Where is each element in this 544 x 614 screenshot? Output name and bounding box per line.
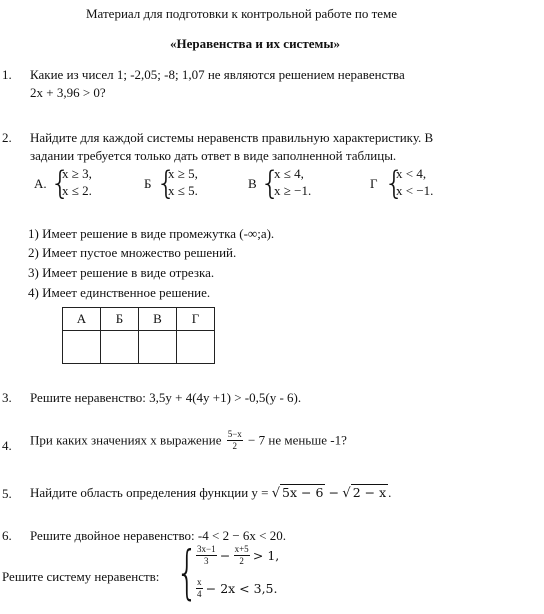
question-2-number: 2. — [2, 130, 12, 145]
answer-cell-g[interactable] — [177, 331, 215, 364]
fraction-denominator: 2 — [232, 441, 237, 451]
question-3-number: 3. — [2, 390, 12, 405]
sqrt-icon: √ — [271, 486, 281, 501]
question-5-text — [30, 484, 391, 501]
left-brace-icon: { — [384, 164, 405, 202]
fraction-numerator: x+5 — [234, 544, 249, 554]
fraction-numerator: x — [197, 577, 202, 587]
system-label: В — [248, 176, 257, 191]
fraction-denominator: 3 — [204, 556, 209, 566]
system-inequality-2 — [196, 578, 277, 599]
fraction-numerator: 5−x — [227, 429, 242, 439]
question-4-number: 4. — [2, 438, 12, 453]
option-2: 2) Имеет пустое множество решений. — [28, 245, 237, 260]
question-6-text: Решите двойное неравенство: -4 < 2 − 6x < 20. — [30, 528, 286, 543]
minus-sign: − — [219, 548, 231, 563]
system-line-2: x ≤ 5. — [168, 183, 198, 198]
option-3: 3) Имеет решение в виде отрезка. — [28, 265, 215, 280]
system-label: Г — [370, 176, 378, 191]
option-4: 4) Имеет единственное решение. — [28, 285, 211, 300]
answer-cell-v[interactable] — [139, 331, 177, 364]
question-5-post: . — [388, 485, 392, 500]
question-5-pre: Найдите область определения функции y = — [30, 485, 269, 500]
system-line-2: x ≤ 2. — [62, 183, 92, 198]
fraction — [196, 578, 203, 599]
question-1-number: 1. — [2, 67, 12, 82]
question-6-number: 6. — [2, 528, 12, 543]
system-line-1: x ≥ 3, — [62, 166, 92, 181]
system-inequality-1 — [196, 545, 279, 566]
table-header-a: А — [63, 308, 101, 331]
question-3-text: Решите неравенство: 3,5y + 4(4y +1) > -0,5(y - 6). — [30, 390, 302, 405]
table-header-v: В — [139, 308, 177, 331]
answer-cell-a[interactable] — [63, 331, 101, 364]
fraction-denominator: 2 — [239, 556, 244, 566]
table-header-b: Б — [101, 308, 139, 331]
question-1-inequality: 2x + 3,96 > 0? — [30, 85, 106, 100]
question-4-post: − 7 не меньше -1? — [248, 432, 347, 448]
fraction — [234, 545, 250, 566]
question-5-number: 5. — [2, 486, 12, 501]
question-4-pre: При каких значениях x выражение — [30, 432, 222, 448]
question-2-text-cont: задании требуется только дать ответ в виде заполненной таблицы. — [30, 148, 397, 163]
fraction-denominator: 4 — [197, 589, 202, 599]
fraction — [227, 430, 243, 451]
system-line-2: x ≥ −1. — [274, 183, 312, 198]
inequality-rhs: > 1, — [252, 548, 280, 563]
system-label: А. — [34, 176, 47, 191]
option-1: 1) Имеет решение в виде промежутка (-∞;a). — [28, 226, 275, 241]
document-subtitle: «Неравенства и их системы» — [170, 36, 340, 51]
question-2-text: Найдите для каждой системы неравенств правильную характеристику. В — [30, 130, 434, 145]
fraction-numerator: 3x−1 — [197, 544, 216, 554]
system-line-2: x < −1. — [396, 183, 434, 198]
answer-cell-b[interactable] — [101, 331, 139, 364]
radicand-2: 2 − x — [352, 485, 387, 500]
system-label: Б — [144, 176, 152, 191]
answer-table — [62, 307, 215, 364]
sqrt-icon: √ — [342, 486, 351, 501]
left-brace-icon: { — [50, 164, 71, 202]
inequality-rhs: − 2x < 3,5. — [205, 581, 278, 596]
question-7-text: Решите систему неравенств: — [2, 569, 160, 584]
radicand-1: 5x − 6 — [282, 485, 324, 500]
left-brace-icon: { — [260, 164, 281, 202]
table-header-g: Г — [177, 308, 215, 331]
minus-sign: − — [328, 485, 340, 500]
system-line-1: x < 4, — [396, 166, 427, 181]
system-line-1: x ≥ 5, — [168, 166, 198, 181]
left-brace-icon: { — [156, 164, 177, 202]
fraction — [196, 545, 217, 566]
system-line-1: x ≤ 4, — [274, 166, 304, 181]
question-4-text — [30, 430, 347, 451]
document-title: Материал для подготовки к контрольной работе по теме — [86, 6, 398, 21]
left-brace-icon: { — [176, 538, 199, 606]
question-1-text: Какие из чисел 1; -2,05; -8; 1,07 не являются решением неравенства — [30, 67, 405, 82]
